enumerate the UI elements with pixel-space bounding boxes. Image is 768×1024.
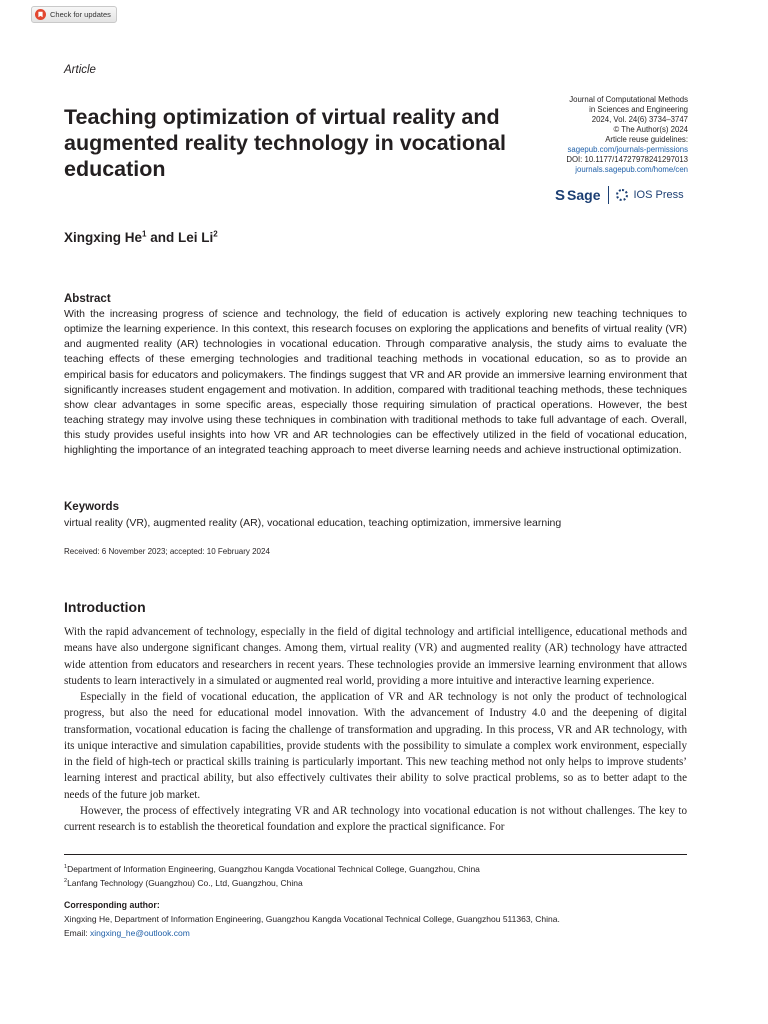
received-dates: Received: 6 November 2023; accepted: 10 February 2024 [64,547,270,556]
affiliations [64,862,480,890]
journal-name-line1: Journal of Computational Methods [569,95,688,104]
bookmark-check-icon [35,9,46,20]
intro-paragraph: Especially in the field of vocational education, the application of VR and AR technology is not only the product of technological progress, but also the need for educational model innovation. With the advancement of Industry 4.0 and the deepening of digital transformation, vocational education is facing the challenge of transformation and upgrading. In this process, VR and AR technology, with its unique interactive and simulation capabilities, provide students with the possibility to simulate a complex work environment, especially in the field of high-tech or practical skills training is particularly important. This new teaching method not only helps to improve students’ learning interest and practical ability, but also effectively cultivates their ability to solve practical problems, so as to better adapt to the needs of the future job market. [64,691,687,801]
authors [64,230,218,245]
affiliation-item [64,862,480,876]
intro-paragraph: However, the process of effectively integrating VR and AR technology into vocational education is not without challenges. The key to current research is to establish the theoretical foundation and explore the practical significance. For [64,804,687,833]
abstract-text: With the increasing progress of science and technology, the field of education is actively exploring new teaching techniques to optimize the learning experience. In this context, this research focuses on exploring the applications and benefits of virtual reality (VR) and augmented reality (AR) technologies in vocational education. Through comparative analysis, the study aims to evaluate the teaching effects of these emerging technologies and traditional teaching methods in vocational education, so as to provide an empirical basis for educators and policymakers. The findings suggest that VR and AR provide an immersive learning environment that significantly increases student engagement and motivation. In addition, compared with traditional teaching methods, these techniques show clear advantages in some specific areas, especially those requiring simulation of practical operations. However, the best teaching strategy may involve using these techniques in combination with traditional methods to take full advantage of each. Overall, this study provides useful insights into how VR and AR technologies can be effectively utilized in the field of vocational education, highlighting the importance of an integrated teaching approach to meet diverse learning needs and achieve instructional optimization. [64,308,687,457]
affiliation-item [64,876,480,890]
article-type: Article [64,64,96,76]
journal-copyright: © The Author(s) 2024 [613,125,688,134]
journal-volume: 2024, Vol. 24(6) 3734–3747 [591,115,688,124]
introduction-heading: Introduction [64,599,146,615]
author-2-affil: 2 [213,229,218,239]
intro-paragraph: With the rapid advancement of technology, especially in the field of digital technology and artificial intelligence, educational methods and means have also undergone significant changes. Among them, virtual reality (VR) and augmented reality (AR) technology have attracted wide attention from educators and researchers in recent years. These technologies provide an immersive learning environment that allows students to learn interactively in a simulated or augmented real world, providing a more intuitive and interactive learning experience. [64,626,687,687]
abstract-heading: Abstract [64,293,111,305]
journal-doi: DOI: 10.1177/14727978241297013 [566,155,688,164]
introduction-body [64,624,687,835]
logo-divider [608,186,609,204]
permissions-link[interactable]: sagepub.com/journals-permissions [567,145,688,154]
article-title: Teaching optimization of virtual reality and augmented reality technology in vocational education [64,105,507,181]
ios-press-logo [616,189,683,201]
affiliation-text: Department of Information Engineering, Guangzhou Kangda Vocational Technical College, Guangzhou, China [67,864,480,874]
email-label: Email: [64,927,90,938]
affiliation-text: Lanfang Technology (Guangzhou) Co., Ltd, Guangzhou, China [67,878,303,888]
keywords-text: virtual reality (VR), augmented reality (AR), vocational education, teaching optimization, immersive learning [64,517,562,529]
corresponding-address: Xingxing He, Department of Information Engineering, Guangzhou Kangda Vocational Technical College, Guangzhou 511363, China. [64,914,560,924]
journal-reuse: Article reuse guidelines: [605,135,688,144]
corresponding-details [64,913,560,940]
author-1: Xingxing He [64,230,143,245]
check-for-updates-button[interactable] [31,6,117,23]
corresponding-email-line [64,927,560,941]
authors-conjunction: and [146,230,178,245]
author-2: Lei Li [177,230,214,245]
affiliation-number: 2 [64,878,68,885]
author-1-affil: 1 [142,229,147,239]
sage-logo-text: Sage [567,187,601,203]
publisher-logos [555,184,690,206]
check-for-updates-label: Check for updates [50,10,111,19]
sage-s-icon: S [555,186,566,204]
keywords-heading: Keywords [64,501,119,513]
ios-press-icon [616,189,628,201]
journal-home-link[interactable]: journals.sagepub.com/home/cen [575,165,688,174]
corresponding-heading: Corresponding author: [64,900,160,910]
ios-press-text: IOS Press [633,189,684,201]
footnote-divider [64,854,687,855]
email-link[interactable]: xingxing_he@outlook.com [89,927,190,938]
affiliation-number: 1 [64,864,68,871]
journal-name-line2: in Sciences and Engineering [589,105,688,114]
sage-logo [555,187,600,204]
